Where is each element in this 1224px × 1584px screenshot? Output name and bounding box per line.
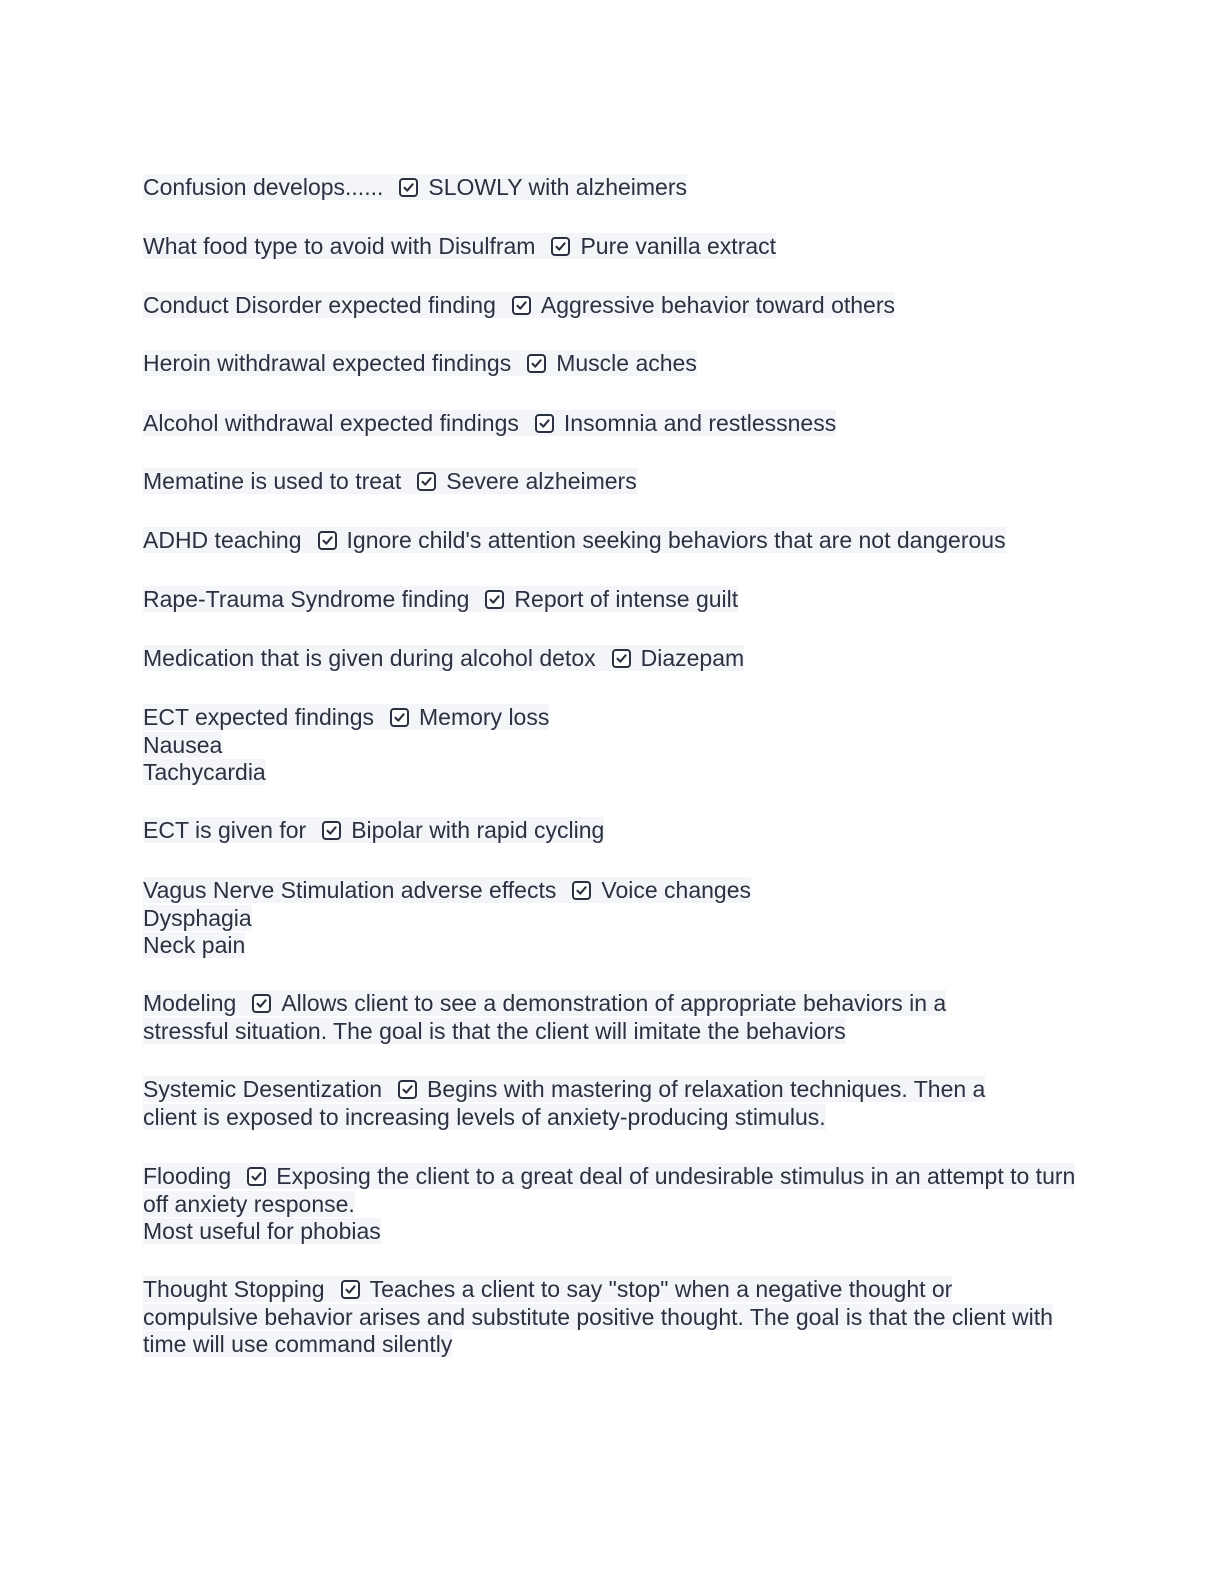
flashcard (143, 410, 1083, 438)
flashcard-text (143, 1163, 1075, 1244)
flashcard-text (143, 704, 549, 785)
checkbox-checked-icon[interactable] (485, 590, 504, 609)
checkbox-checked-icon[interactable] (252, 994, 271, 1013)
card-term: ADHD teaching (143, 527, 302, 553)
flashcard (143, 990, 993, 1045)
flashcard (143, 645, 1083, 673)
flashcard-text (143, 645, 744, 671)
flashcard (143, 527, 1083, 555)
card-answer: Memory loss (419, 704, 550, 730)
card-answer-line: Dysphagia (143, 904, 252, 931)
card-term: ECT is given for (143, 817, 307, 843)
card-answer: Muscle aches (556, 350, 697, 376)
card-answer: Report of intense guilt (514, 586, 739, 612)
card-term: Confusion develops...... (143, 174, 384, 200)
card-answer: Begins with mastering of relaxation techniques. Then a client is exposed to increasing levels of anxiety-producing stimulus. (143, 1076, 986, 1130)
checkbox-checked-icon[interactable] (399, 178, 418, 197)
card-answer: Pure vanilla extract (580, 233, 777, 259)
card-answer: Exposing the client to a great deal of undesirable stimulus in an attempt to turn off anxiety response. (143, 1163, 1076, 1217)
card-answer: Insomnia and restlessness (563, 410, 837, 436)
card-answer: Teaches a client to say "stop" when a negative thought or compulsive behavior arises and substitute positive thought. The goal is that the client with time will use command silently (143, 1276, 1053, 1357)
card-term: ECT expected findings (143, 704, 374, 730)
card-term: Flooding (143, 1163, 232, 1189)
card-answer: Diazepam (640, 645, 745, 671)
checkbox-checked-icon[interactable] (612, 649, 631, 668)
flashcard (143, 1163, 1078, 1246)
card-term: Thought Stopping (143, 1276, 325, 1302)
card-term: Heroin withdrawal expected findings (143, 350, 512, 376)
checkbox-checked-icon[interactable] (535, 414, 554, 433)
flashcard-text (143, 233, 776, 259)
card-term: Modeling (143, 990, 237, 1016)
flashcard-text (143, 468, 637, 494)
checkbox-checked-icon[interactable] (572, 881, 591, 900)
card-answer: Ignore child's attention seeking behaviors that are not dangerous (346, 527, 1006, 553)
card-term: Vagus Nerve Stimulation adverse effects (143, 877, 557, 903)
flashcard-text (143, 1276, 1053, 1357)
card-term: Rape-Trauma Syndrome finding (143, 586, 470, 612)
card-answer-line: Nausea (143, 731, 223, 758)
flashcard (143, 704, 1083, 787)
flashcard (143, 877, 1083, 960)
checkbox-checked-icon[interactable] (318, 531, 337, 550)
checkbox-checked-icon[interactable] (341, 1280, 360, 1299)
flashcard (143, 586, 1083, 614)
flashcard-text (143, 1076, 985, 1130)
card-term: Systemic Desentization (143, 1076, 383, 1102)
flashcard (143, 233, 1083, 261)
card-term: Conduct Disorder expected finding (143, 292, 496, 318)
card-answer: Bipolar with rapid cycling (351, 817, 605, 843)
flashcard (143, 1276, 1053, 1359)
flashcard-text (143, 174, 687, 200)
flashcard-text (143, 990, 946, 1044)
checkbox-checked-icon[interactable] (390, 708, 409, 727)
card-answer: Aggressive behavior toward others (540, 292, 896, 318)
card-answer-line: Most useful for phobias (143, 1218, 381, 1244)
flashcard (143, 1076, 1033, 1131)
checkbox-checked-icon[interactable] (247, 1167, 266, 1186)
checkbox-checked-icon[interactable] (417, 472, 436, 491)
card-answer: Allows client to see a demonstration of appropriate behaviors in a stressful situation. The goal is that the client will imitate the behaviors (143, 990, 947, 1044)
flashcard-text (143, 292, 895, 318)
checkbox-checked-icon[interactable] (527, 354, 546, 373)
flashcard-text (143, 527, 1006, 553)
card-answer: SLOWLY with alzheimers (428, 174, 688, 200)
flashcard-text (143, 877, 751, 958)
checkbox-checked-icon[interactable] (322, 821, 341, 840)
flashcard (143, 174, 1083, 202)
flashcard-text (143, 586, 738, 612)
card-term: What food type to avoid with Disulfram (143, 233, 536, 259)
card-answer: Severe alzheimers (446, 468, 637, 494)
card-answer-line: Neck pain (143, 932, 246, 958)
flashcard (143, 350, 1083, 378)
card-answer-line: Tachycardia (143, 759, 266, 785)
card-answer: Voice changes (601, 877, 751, 903)
flashcard (143, 292, 1083, 320)
checkbox-checked-icon[interactable] (398, 1080, 417, 1099)
checkbox-checked-icon[interactable] (551, 237, 570, 256)
card-term: Alcohol withdrawal expected findings (143, 410, 519, 436)
flashcard (143, 468, 1083, 496)
flashcard-text (143, 350, 697, 376)
card-term: Medication that is given during alcohol detox (143, 645, 596, 671)
flashcard (143, 817, 1083, 845)
flashcard-text (143, 817, 604, 843)
checkbox-checked-icon[interactable] (512, 296, 531, 315)
flashcard-text (143, 410, 836, 436)
card-term: Mematine is used to treat (143, 468, 402, 494)
